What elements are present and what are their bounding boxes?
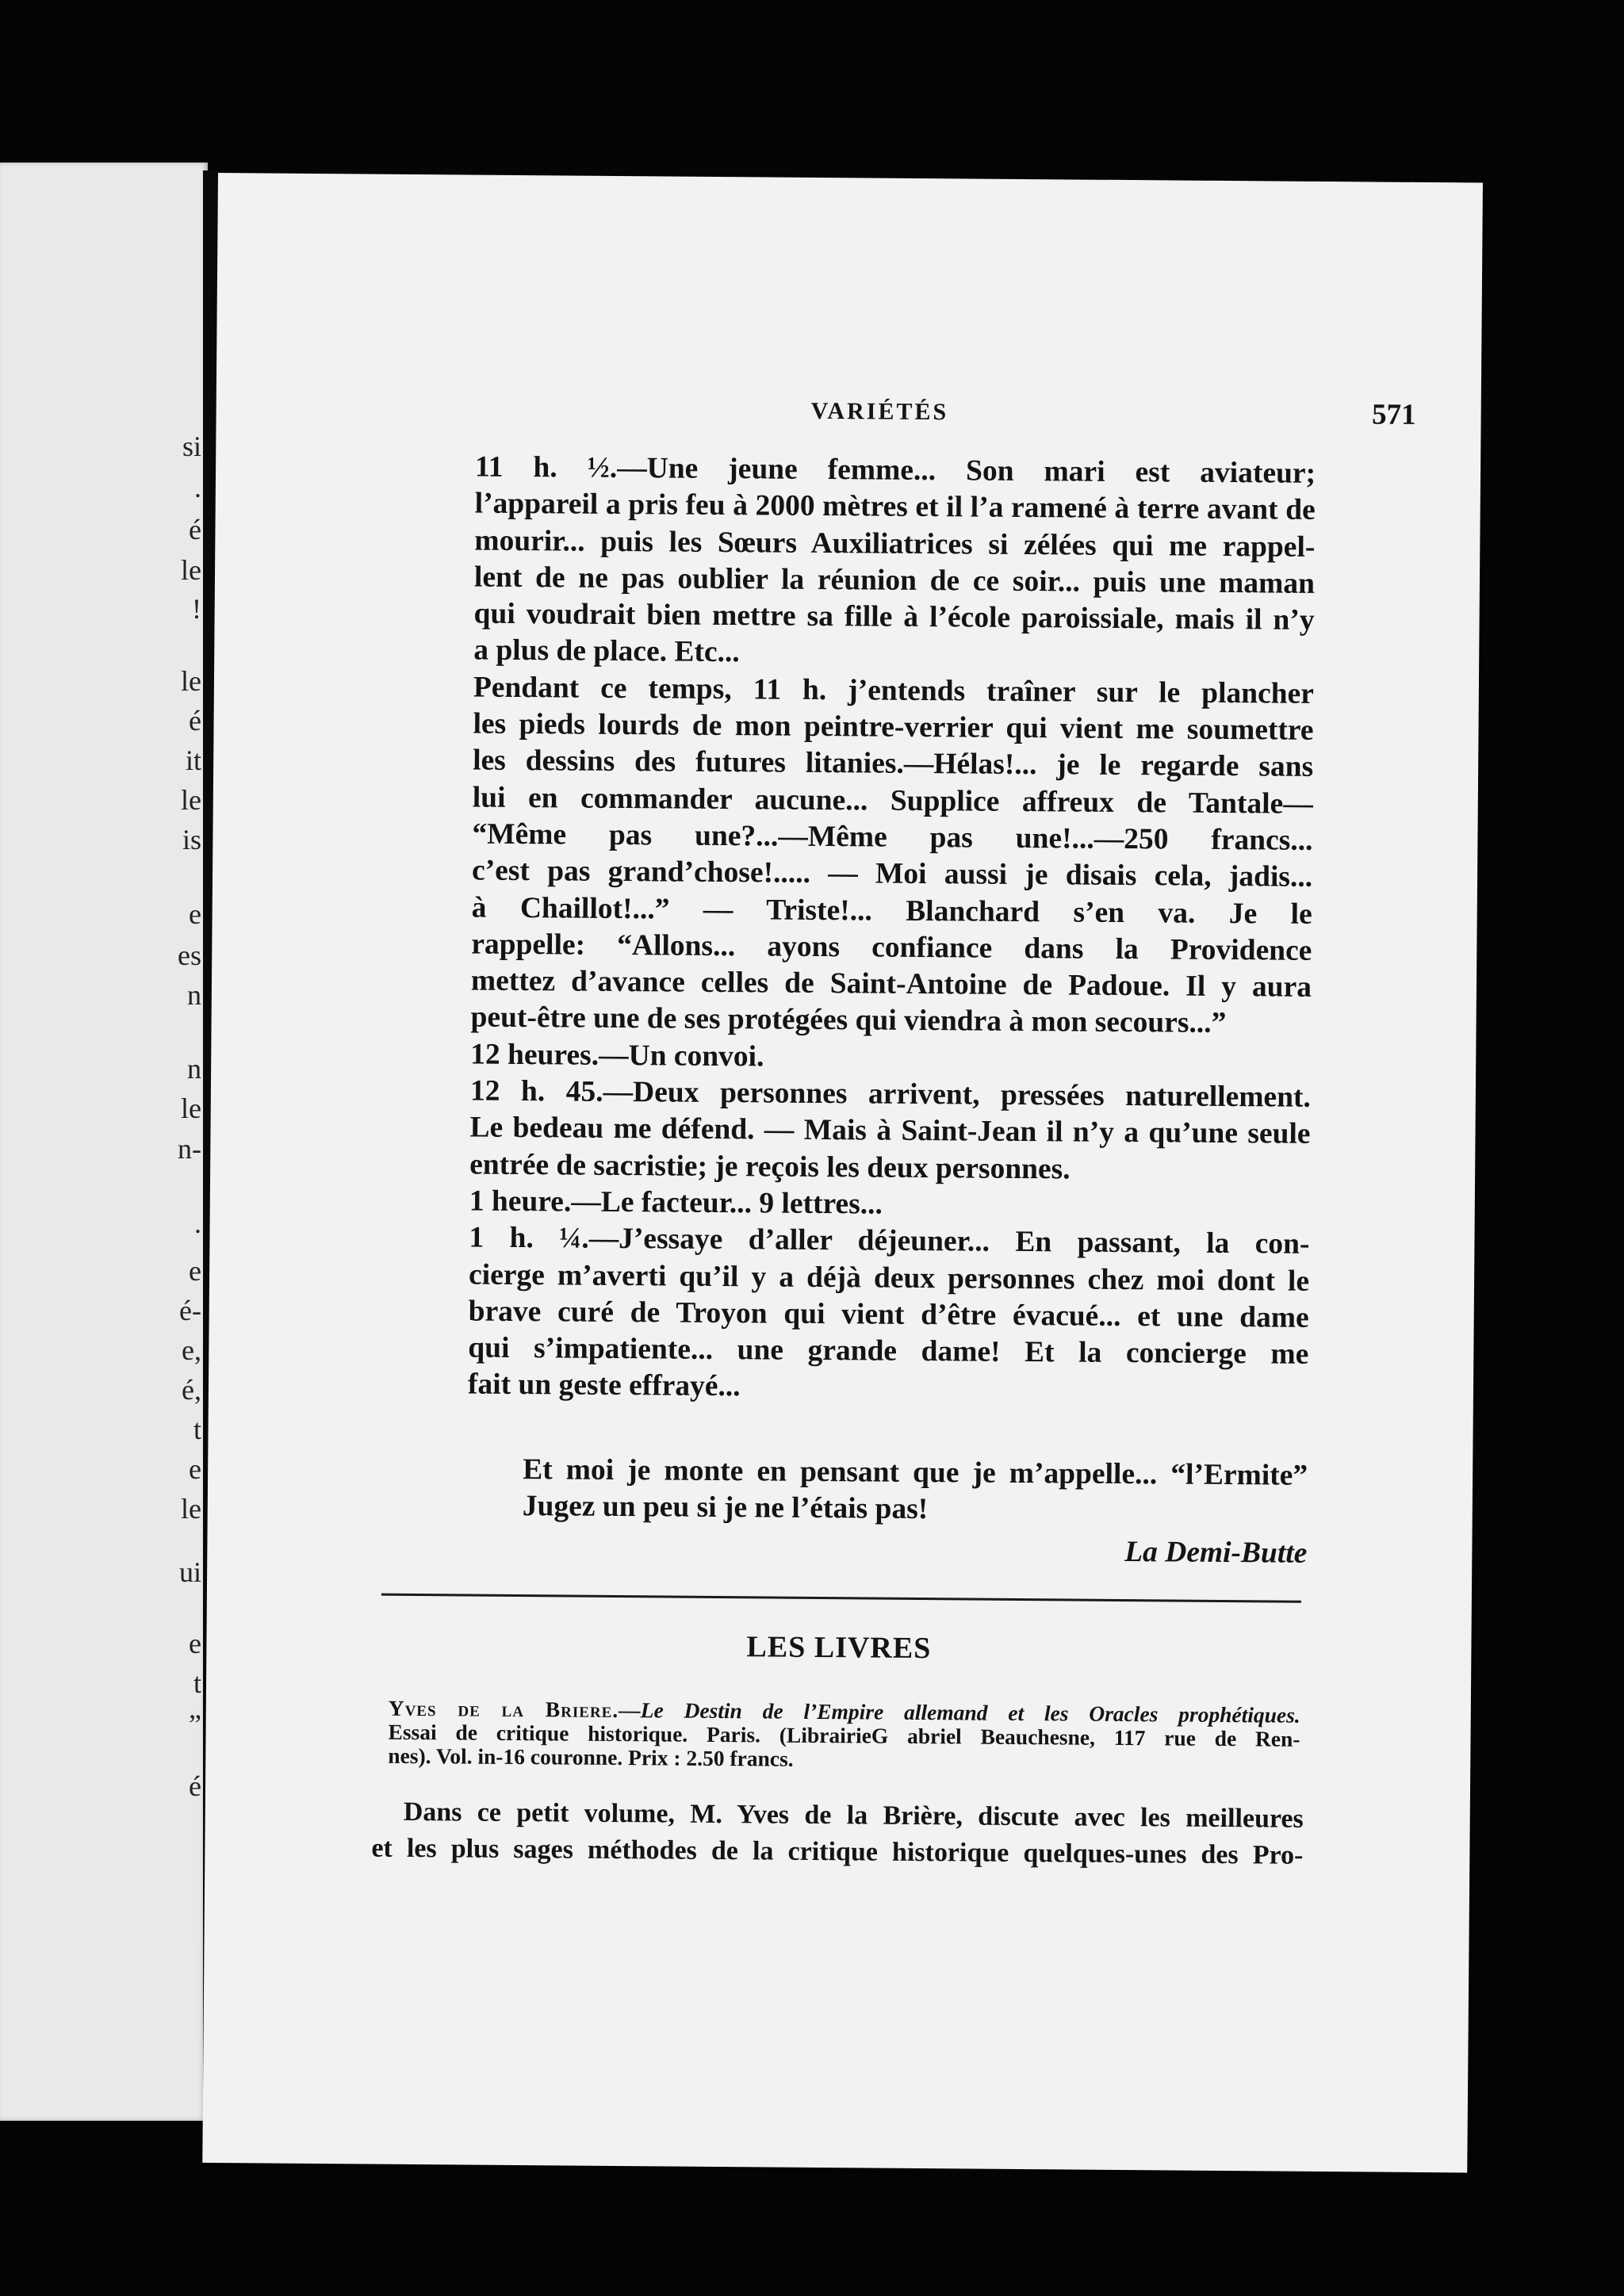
text-line: brave curé de Troyon qui vient d’être évacué... et une dame (468, 1295, 1309, 1334)
facing-page-fragment: es (178, 939, 201, 971)
facing-page-fragment: ui (178, 1556, 201, 1588)
review-author: Yves de la Briere. (388, 1695, 619, 1723)
facing-page-fragment: e (189, 1453, 201, 1485)
review-publication-line: Essai de critique historique. Paris. (LibrairieG abriel Beauchesne, 117 rue de Ren- (388, 1719, 1300, 1751)
text-line: entrée de sacristie; je reçois les deux personnes. (469, 1148, 1071, 1186)
text-line: lent de ne pas oublier la réunion de ce soir... puis une maman (473, 561, 1316, 600)
text-line: Pendant ce temps, 11 h. j’entends traîner sur le plancher (473, 671, 1315, 710)
text-line: mettez d’avance celles de Saint-Antoine de Padoue. Il y aura (470, 964, 1312, 1004)
text-line: 11 h. ½.—Une jeune femme... Son mari est aviateur; (474, 450, 1316, 490)
facing-page-fragment: le (181, 784, 201, 816)
facing-page-fragment: si (182, 430, 201, 462)
facing-page-fragment: n (187, 979, 201, 1011)
facing-page-fragment: é (189, 1770, 201, 1802)
facing-page-fragment: é- (179, 1295, 201, 1326)
book-page (202, 173, 1483, 2172)
facing-page-fragment: . (194, 472, 201, 503)
article-body (403, 449, 1316, 1573)
section-divider (381, 1594, 1301, 1603)
text-line: fait un geste effrayé... (467, 1368, 741, 1403)
review-book-title: —Le Destin de l’Empire allemand et les Oracles prophétiques. (619, 1697, 1300, 1728)
facing-page-fragment: n (187, 1053, 201, 1085)
text-line: lui en commander aucune... Supplice affreux de Tantale— (472, 781, 1313, 821)
review-price-line: nes). Vol. in-16 couronne. Prix : 2.50 francs. (388, 1743, 794, 1771)
facing-page-fragment: t (193, 1414, 201, 1445)
facing-page-fragment: le (181, 665, 201, 697)
facing-page-fragment: le (181, 1093, 201, 1124)
running-head-title: VARIÉTÉS (810, 397, 949, 426)
review-text-line: et les plus sages méthodes de la critique historique quelques-unes des Pro- (371, 1833, 1304, 1870)
facing-page-fragment: e (189, 1255, 201, 1287)
facing-page-fragment: é (189, 514, 201, 545)
facing-page-fragment: é, (182, 1374, 201, 1406)
text-line: 1 heure.—Le facteur... 9 lettres... (469, 1184, 883, 1221)
text-line: Jugez un peu si je ne l’étais pas! (522, 1490, 929, 1526)
facing-page-edge (0, 163, 208, 2121)
paragraph (410, 449, 1316, 676)
page-number: 571 (1371, 398, 1416, 431)
text-line: Le bedeau me défend. — Mais à Saint-Jean il n’y a qu’une seule (469, 1111, 1311, 1151)
facing-page-fragment: n- (178, 1133, 201, 1165)
text-line: les pieds lourds de mon peintre-verrier qui vient me soumettre (473, 707, 1314, 747)
closing-paragraph (404, 1451, 1308, 1532)
paragraph (404, 1219, 1310, 1410)
facing-page-fragment: le (181, 554, 201, 586)
text-line: qui s’impatiente... une grande dame! Et la concierge me (468, 1331, 1309, 1371)
text-line: cierge m’averti qu’il y a déjà deux personnes chez moi dont le (468, 1258, 1310, 1298)
facing-page-fragment: ” (189, 1709, 201, 1740)
text-line: rappelle: “Allons... ayons confiance dans la Providence (471, 928, 1312, 967)
facing-page-fragment: t (193, 1667, 201, 1699)
facing-page-fragment: le (181, 1493, 201, 1525)
paragraph (406, 1073, 1311, 1190)
text-line: 12 h. 45.—Deux personnes arrivent, pressées naturellement. (469, 1074, 1312, 1114)
text-line: 12 heures.—Un convoi. (470, 1038, 764, 1073)
facing-page-fragment: is (182, 824, 201, 855)
text-line: qui voudrait bien mettre sa fille à l’école paroissiale, mais il n’y (473, 597, 1315, 637)
text-line: mourir... puis les Sœurs Auxiliatrices si zélées qui me rappel- (474, 524, 1316, 564)
facing-page-fragment: e (189, 898, 201, 930)
text-line: peut-être une de ses protégées qui viendra à mon secours...” (470, 1001, 1227, 1040)
text-line: a plus de place. Etc... (473, 634, 740, 669)
book-review-citation (388, 1697, 1300, 1775)
text-line: c’est pas grand’chose!..... — Moi aussi je disais cela, jadis... (471, 854, 1313, 894)
facing-page-fragment: . (194, 1207, 201, 1239)
text-line: Et moi je monte en pensant que je m’appelle... “l’Ermite” (523, 1452, 1308, 1492)
text-line: l’appareil a pris feu à 2000 mètres et il l’a ramené à terre avant de (474, 487, 1316, 527)
facing-page-fragment: ! (192, 593, 201, 625)
facing-page-fragment: é (189, 705, 201, 737)
facing-page-fragment: it (185, 744, 201, 776)
running-head (216, 393, 1480, 443)
author-signature: La Demi-Butte (1124, 1536, 1308, 1571)
facing-page-fragment: e, (182, 1334, 201, 1366)
text-line: 1 h. ¼.—J’essaye d’aller déjeuner... En passant, la con- (469, 1221, 1310, 1261)
text-line: à Chaillot!...” — Triste!... Blanchard s’en va. Je le (471, 891, 1312, 931)
section-title: LES LIVRES (746, 1630, 932, 1666)
review-body (371, 1794, 1304, 1874)
facing-page-fragment: e (189, 1628, 201, 1659)
text-line: les dessins des futures litanies.—Hélas!... je le regarde sans (473, 744, 1314, 784)
review-text-line: Dans ce petit volume, M. Yves de la Brière, discute avec les meilleures (403, 1797, 1304, 1834)
text-line: “Même pas une?...—Même pas une!...—250 francs... (472, 817, 1313, 857)
paragraph (407, 669, 1314, 1043)
